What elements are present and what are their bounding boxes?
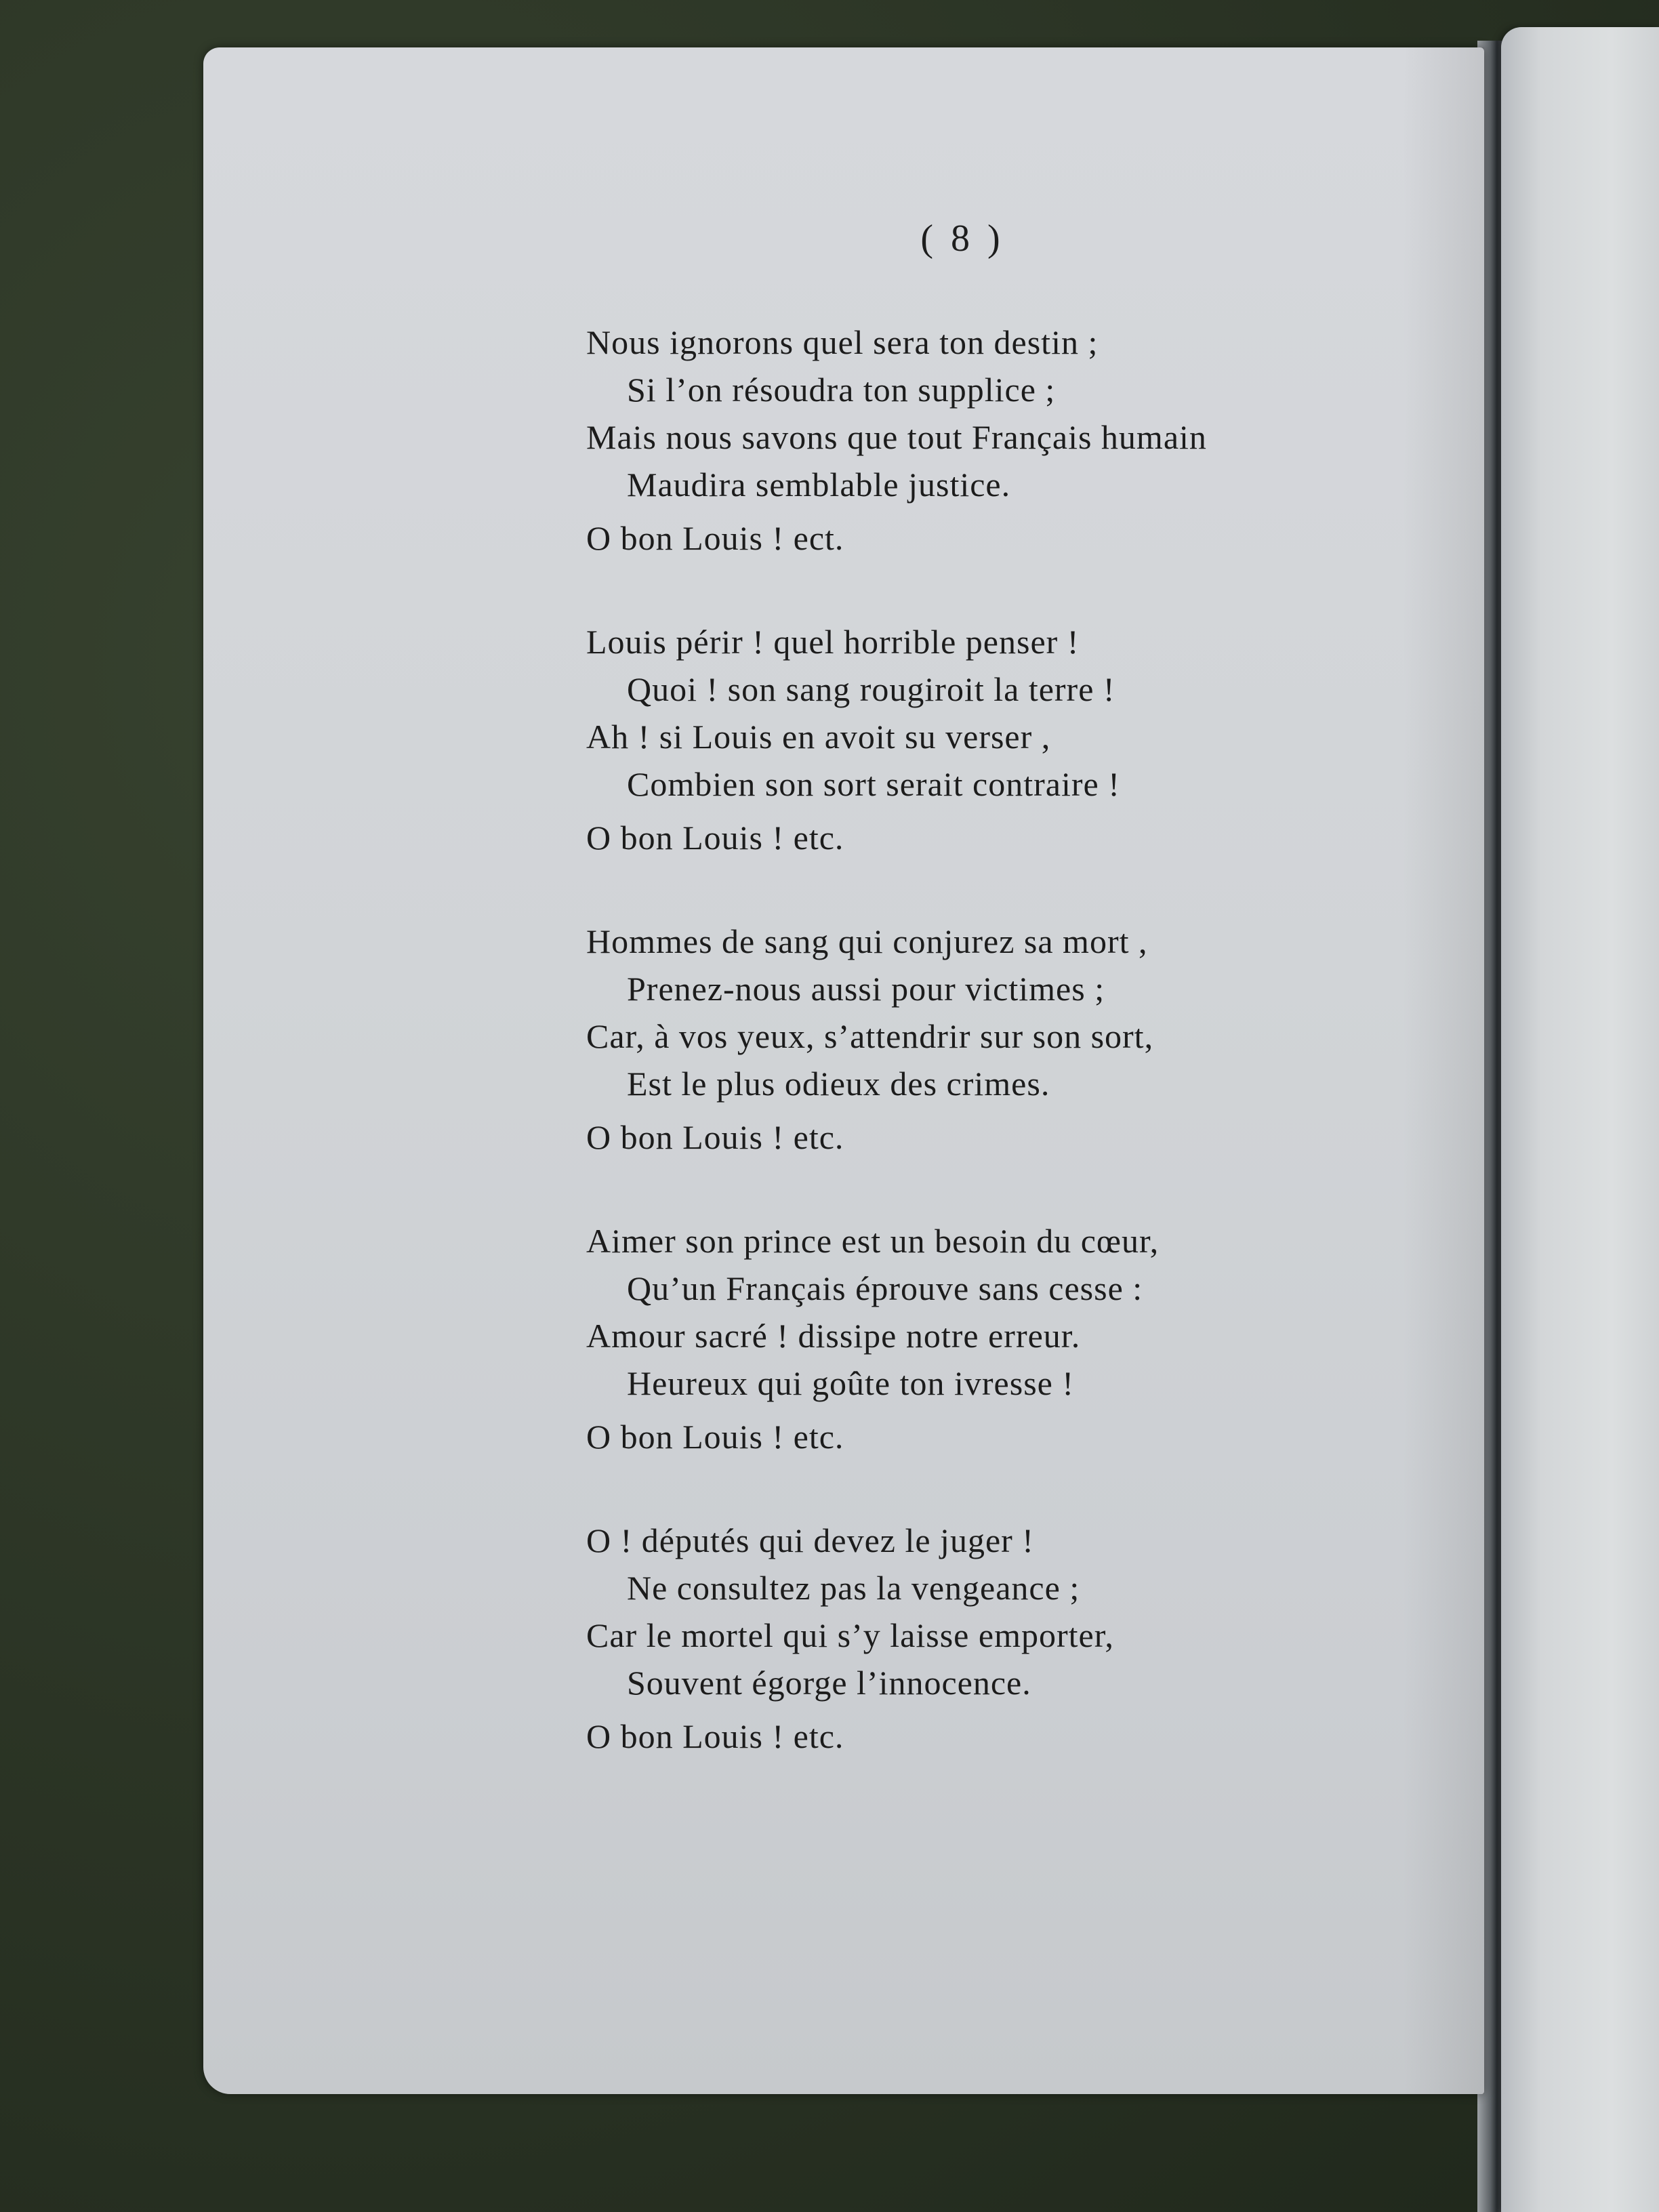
page-number: ( 8 ) xyxy=(920,218,1004,260)
book-page xyxy=(203,47,1484,2094)
poem xyxy=(586,319,1603,1816)
refrain-line: O bon Louis ! etc. xyxy=(586,819,844,857)
stanza-4 xyxy=(586,1217,1603,1464)
verse-line: Mais nous savons que tout Français humain xyxy=(586,418,1207,456)
verse-line: Hommes de sang qui conjurez sa mort , xyxy=(586,922,1148,960)
stanza-5 xyxy=(586,1517,1603,1763)
verse-line: Ah ! si Louis en avoit su verser , xyxy=(586,718,1051,756)
verse-line: Heureux qui goûte ton ivresse ! xyxy=(627,1364,1075,1402)
verse-line: Maudira semblable justice. xyxy=(627,466,1011,504)
verse-line: O ! députés qui devez le juger ! xyxy=(586,1521,1034,1559)
stanza-3 xyxy=(586,918,1603,1164)
verse-line: Louis périr ! quel horrible penser ! xyxy=(586,623,1080,661)
verse-line: Qu’un Français éprouve sans cesse : xyxy=(627,1269,1143,1307)
refrain-line: O bon Louis ! ect. xyxy=(586,519,844,557)
verse-line: Si l’on résoudra ton supplice ; xyxy=(627,371,1056,409)
verse-line: Car, à vos yeux, s’attendrir sur son sort, xyxy=(586,1017,1154,1055)
stanza-1 xyxy=(586,319,1603,565)
verse-line: Aimer son prince est un besoin du cœur, xyxy=(586,1222,1160,1260)
verse-line: Est le plus odieux des crimes. xyxy=(627,1065,1050,1103)
verse-line: Souvent égorge l’innocence. xyxy=(627,1664,1031,1702)
verse-line: Nous ignorons quel sera ton destin ; xyxy=(586,323,1099,361)
verse-line: Car le mortel qui s’y laisse emporter, xyxy=(586,1616,1114,1654)
refrain-line: O bon Louis ! etc. xyxy=(586,1118,844,1156)
verse-line: Ne consultez pas la vengeance ; xyxy=(627,1569,1080,1607)
refrain-line: O bon Louis ! etc. xyxy=(586,1418,844,1456)
refrain-line: O bon Louis ! etc. xyxy=(586,1717,844,1755)
verse-line: Quoi ! son sang rougiroit la terre ! xyxy=(627,670,1115,708)
verse-line: Combien son sort serait contraire ! xyxy=(627,765,1120,803)
verse-line: Prenez-nous aussi pour victimes ; xyxy=(627,970,1105,1008)
stanza-2 xyxy=(586,618,1603,865)
verse-line: Amour sacré ! dissipe notre erreur. xyxy=(586,1317,1081,1355)
